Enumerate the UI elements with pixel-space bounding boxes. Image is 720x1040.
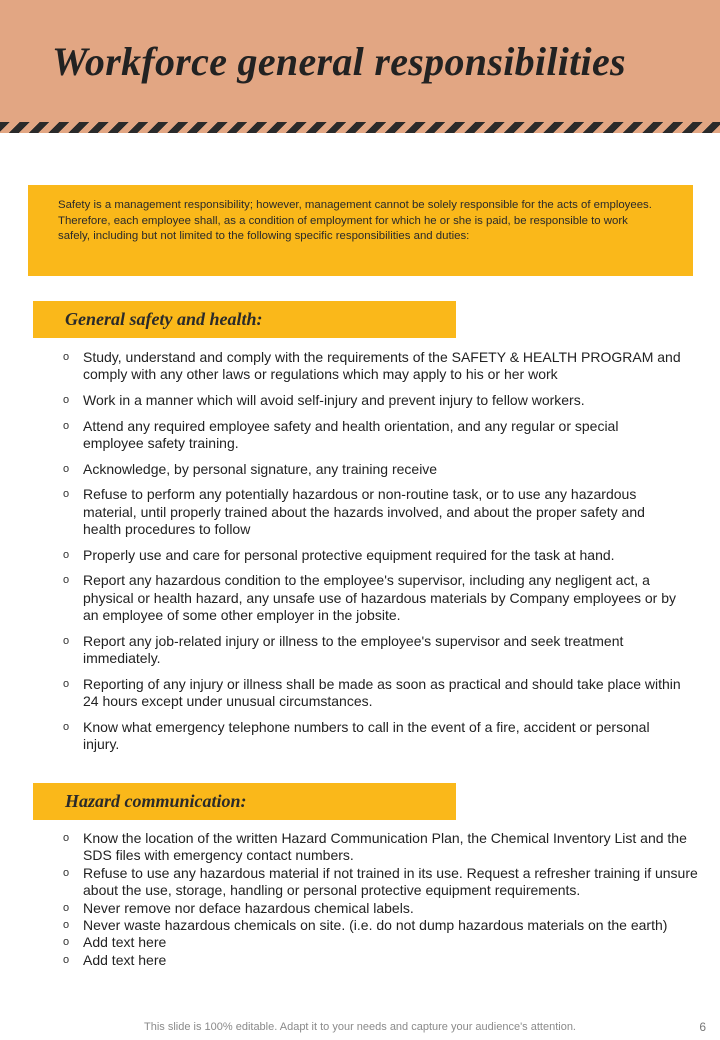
list-item-text: Report any job-related injury or illness to the employee's supervisor and seek treatment immediately. <box>83 632 624 666</box>
list-item[interactable] <box>63 952 703 969</box>
circle-bullet-icon: o <box>63 953 70 966</box>
list-item <box>63 900 703 917</box>
circle-bullet-icon: o <box>63 574 70 587</box>
list-item-text: Properly use and care for personal protective equipment required for the task at hand. <box>83 546 615 563</box>
circle-bullet-icon: o <box>63 919 70 932</box>
list-item-text: Work in a manner which will avoid self-injury and prevent injury to fellow workers. <box>83 392 585 408</box>
circle-bullet-icon: o <box>63 832 70 844</box>
list-item <box>63 719 683 754</box>
list-item <box>63 917 703 934</box>
list-item-text: Know what emergency telephone numbers to call in the event of a fire, accident or personal injury. <box>83 718 650 752</box>
circle-bullet-icon: o <box>63 901 70 914</box>
circle-bullet-icon: o <box>63 720 70 733</box>
circle-bullet-icon: o <box>63 419 70 432</box>
list-item-text: Refuse to perform any potentially hazardous or non-routine task, or to use any hazardous material, until properly trained about the hazards involved, and about the proper safety and health procedures to follow <box>83 486 645 537</box>
footer-note: This slide is 100% editable. Adapt it to your needs and capture your audience's attention. <box>144 1021 576 1033</box>
intro-text: Safety is a management responsibility; however, management cannot be solely responsible for the acts of employees. Therefore, each employee shall, as a condition of employment for which he or she is paid, be responsible to work safely, including but not limited to the following specific responsibilities and duties: <box>58 199 652 243</box>
circle-bullet-icon: o <box>63 936 70 949</box>
circle-bullet-icon: o <box>63 488 70 501</box>
list-item <box>63 830 703 865</box>
section-header-hazard-communication <box>33 783 456 820</box>
list-item <box>63 633 683 668</box>
page-number: 6 <box>699 1020 706 1034</box>
circle-bullet-icon: o <box>63 394 70 406</box>
hazard-stripe-divider <box>0 122 720 133</box>
list-item <box>63 349 683 384</box>
section-title: General safety and health: <box>65 309 263 329</box>
circle-bullet-icon: o <box>63 634 70 647</box>
list-item <box>63 547 683 564</box>
intro-box <box>28 185 693 276</box>
list-item-text: Report any hazardous condition to the employee's supervisor, including any negligent act, a physical or health hazard, any unsafe use of hazardous materials by Company employees or by an employee of some other employer in the jobsite. <box>83 572 676 623</box>
list-item <box>63 676 683 711</box>
circle-bullet-icon: o <box>63 677 70 690</box>
list-item[interactable] <box>63 934 703 951</box>
header-banner <box>0 0 720 122</box>
list-item-text: Never remove nor deface hazardous chemical labels. <box>83 899 414 916</box>
list-item-text: Reporting of any injury or illness shall be made as soon as practical and should take place within 24 hours except under unusual circumstances. <box>83 675 681 709</box>
placeholder-text[interactable]: Add text here <box>83 951 167 968</box>
hazard-communication-list <box>63 830 703 969</box>
list-item-text: Acknowledge, by personal signature, any training receive <box>83 460 438 477</box>
list-item-text: Never waste hazardous chemicals on site. (i.e. do not dump hazardous materials on the earth) <box>83 917 668 934</box>
list-item-text: Refuse to use any hazardous material if not trained in its use. Request a refresher training if unsure about the use, storage, handling or personal protective equipment requirements. <box>83 864 698 899</box>
list-item <box>63 865 703 900</box>
section-header-general-safety <box>33 301 456 338</box>
section-title: Hazard communication: <box>65 791 247 811</box>
list-item <box>63 418 683 453</box>
placeholder-text[interactable]: Add text here <box>83 934 167 951</box>
page-title: Workforce general responsibilities <box>52 39 626 84</box>
circle-bullet-icon: o <box>63 351 70 363</box>
list-item <box>63 392 683 409</box>
circle-bullet-icon: o <box>63 462 70 475</box>
list-item <box>63 461 683 478</box>
circle-bullet-icon: o <box>63 866 70 879</box>
list-item <box>63 572 683 624</box>
general-safety-list <box>63 349 683 762</box>
list-item-text: Know the location of the written Hazard Communication Plan, the Chemical Inventory List and the SDS files with emergency contact numbers. <box>83 830 687 864</box>
list-item <box>63 486 683 538</box>
circle-bullet-icon: o <box>63 548 70 561</box>
list-item-text: Attend any required employee safety and health orientation, and any regular or special employee safety training. <box>83 417 619 451</box>
list-item-text: Study, understand and comply with the requirements of the SAFETY & HEALTH PROGRAM and comply with any other laws or regulations which may apply to his or her work <box>83 349 681 383</box>
